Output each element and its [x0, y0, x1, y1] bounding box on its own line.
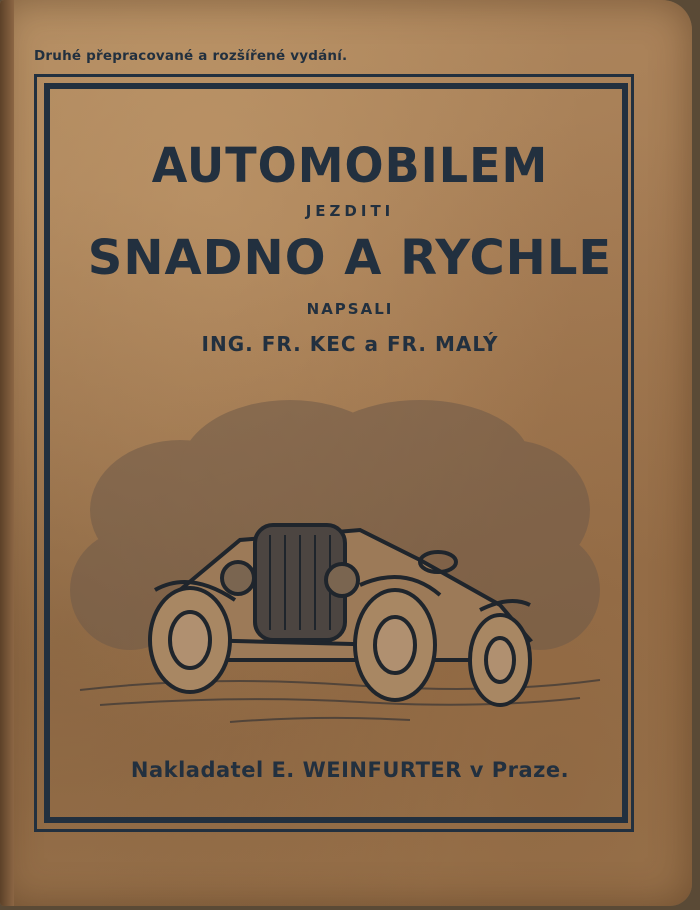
- byline-label: NAPSALI: [306, 300, 394, 318]
- publisher-line: Nakladatel E. WEINFURTER v Praze.: [130, 758, 570, 782]
- vintage-car-illustration-icon: [60, 390, 620, 740]
- title-line-2: JEZDITI: [305, 202, 395, 220]
- title-line-1: AUTOMOBILEM: [151, 136, 549, 194]
- edition-note: Druhé přepracované a rozšířené vydání.: [34, 48, 348, 64]
- title-line-3: SNADNO A RYCHLE: [87, 230, 613, 286]
- authors: ING. FR. KEC a FR. MALÝ: [201, 332, 499, 356]
